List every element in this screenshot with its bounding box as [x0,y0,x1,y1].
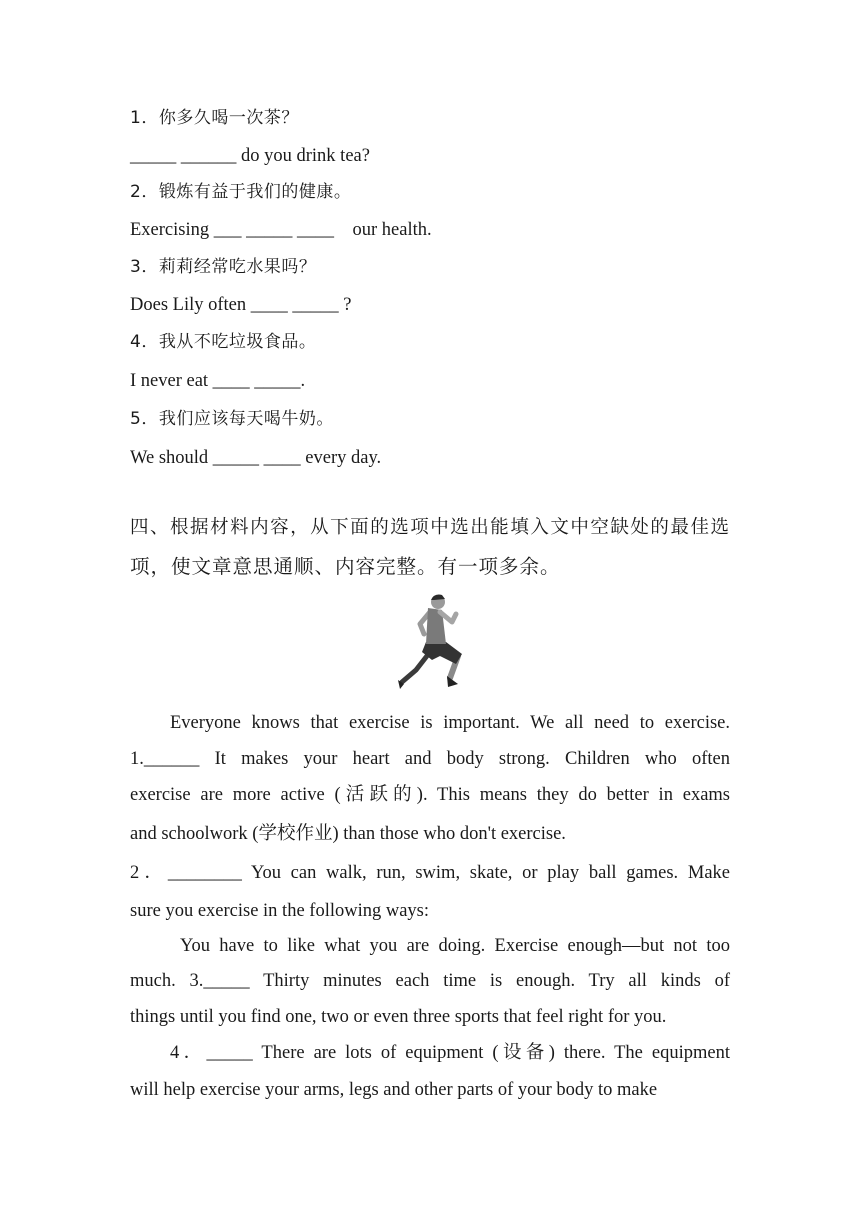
question-4-chinese: 4．我从不吃垃圾食品。 [130,332,317,352]
question-1-english: _____ ______ do you drink tea? [130,146,370,166]
question-5-english: We should _____ ____ every day. [130,448,382,468]
passage-p2-line-2: sure you exercise in the following ways: [130,901,430,921]
runner-illustration [390,592,470,698]
passage-p1-line-4: and schoolwork (学校作业) than those who don't exercise. [130,824,566,844]
passage-p3-line-1: You have to like what you are doing. Exercise enough—but not too [180,936,730,956]
question-2-english: Exercising ___ _____ ____ our health. [130,220,432,240]
question-3-chinese: 3．莉莉经常吃水果吗？ [130,257,317,277]
passage-p3-line-3: things until you find one, two or even three sports that feel right for you. [130,1007,667,1027]
question-1-chinese: 1．你多久喝一次茶？ [130,108,299,128]
question-5-chinese: 5．我们应该每天喝牛奶。 [130,409,334,429]
passage-p2-line-1: 2．________ You can walk, run, swim, skate, or play ball games. Make [130,863,730,883]
passage-p1-line-2: 1.______ It makes your heart and body strong. Children who often [130,749,730,769]
section-4-instruction-line-2: 项，使文章意思通顺、内容完整。有一项多余。 [130,555,561,578]
passage-p1-line-3: exercise are more active (活跃的). This means they do better in exams [130,785,730,805]
section-4-instruction-line-1: 四、根据材料内容，从下面的选项中选出能填入文中空缺处的最佳选 [130,517,730,538]
passage-p4-line-2: will help exercise your arms, legs and other parts of your body to make [130,1080,658,1100]
passage-p1-line-1: Everyone knows that exercise is important. We all need to exercise. [170,713,730,733]
question-4-english: I never eat ____ _____. [130,371,306,391]
question-2-chinese: 2．锻炼有益于我们的健康。 [130,182,352,202]
question-3-english: Does Lily often ____ _____ ? [130,295,352,315]
passage-p4-line-1: 4．_____ There are lots of equipment (设备) there. The equipment [170,1043,730,1063]
passage-p3-line-2: much. 3._____ Thirty minutes each time is enough. Try all kinds of [130,971,730,991]
